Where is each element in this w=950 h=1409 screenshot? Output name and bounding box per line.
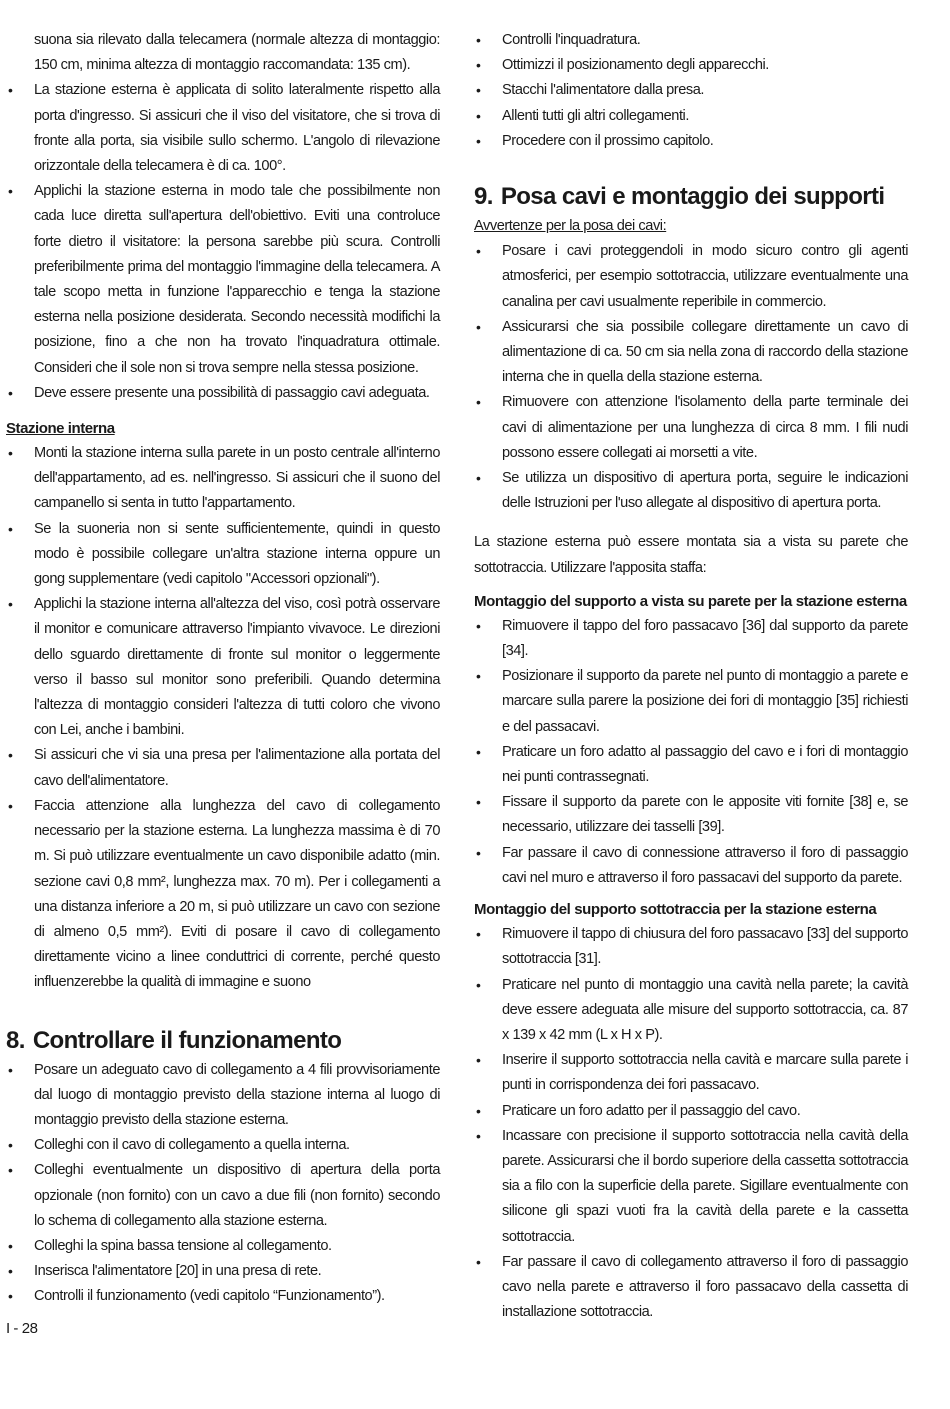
bullet-icon: •	[476, 1052, 481, 1069]
list-item: • Controlli il funzionamento (vedi capitolo “Funzionamento”).	[6, 1284, 440, 1309]
list-item: • Colleghi la spina bassa tensione al collegamento.	[6, 1234, 440, 1259]
bullet-icon: •	[8, 1263, 13, 1280]
list-item: • Far passare il cavo di collegamento attraverso il foro di passaggio cavo nella parete e attraverso il foro passacavo della cassetta di installazione sottotraccia.	[474, 1250, 908, 1326]
bullet-icon: •	[476, 1102, 481, 1119]
section-8-title	[6, 1026, 440, 1056]
bullet-icon: •	[476, 1253, 481, 1270]
list-item: • Praticare un foro adatto per il passaggio del cavo.	[474, 1099, 908, 1124]
list-item: • Faccia attenzione alla lunghezza del cavo di collegamento necessario per la stazione esterna. La lunghezza massima è di 70 m. Si può utilizzare eventualmente un cavo disponibile adatto (min. sezione cavi 0,8 mm², lunghezza max. 70 m). Per i collegamenti a una distanza inferiore a 20 m, si può utilizzare un cavo con sezione di almeno 0,5 mm²). Eviti di posare il cavo di collegamento direttamente vicino a linee conduttrici di corrente, perché questo influenzerebbe la qualità di immagine e suono	[6, 794, 440, 996]
bullet-icon: •	[8, 1162, 13, 1179]
list-item: • Applichi la stazione interna all'altezza del viso, così potrà osservare il monitor e comunicare attraverso l'impianto vivavoce. Le direzioni dello sguardo direttamente di fronte sul monitor o leggermente verso il basso sul monitor sono preferibili. Quando determina l'altezza di montaggio consideri l'altezza di tutti coloro che vivono con Lei, anche i bambini.	[6, 592, 440, 743]
left-column	[6, 28, 440, 1310]
bullet-icon: •	[8, 445, 13, 462]
list-item: • Colleghi eventualmente un dispositivo di apertura della porta opzionale (non fornito) con un cavo a due fili (non fornito) secondo lo schema di collegamento alla stazione esterna.	[6, 1158, 440, 1234]
bullet-icon: •	[8, 1288, 13, 1305]
section-9-title	[474, 182, 908, 212]
list-item: • Monti la stazione interna sulla parete in un posto centrale all'interno dell'appartamento, ad es. nell'ingresso. Si assicuri che il suono del campanello si senta in tutto l'appartamento.	[6, 441, 440, 517]
list-item: • Fissare il supporto da parete con le apposite viti fornite [38] e, se necessario, utilizzare dei tasselli [39].	[474, 790, 908, 840]
bullet-icon: •	[476, 470, 481, 487]
bullet-icon: •	[476, 1127, 481, 1144]
bullet-icon: •	[8, 596, 13, 613]
list-item: • Si assicuri che vi sia una presa per l'alimentazione alla portata del cavo dell'alimentatore.	[6, 743, 440, 793]
bullet-icon: •	[476, 743, 481, 760]
bullet-icon: •	[8, 82, 13, 99]
bullet-icon: •	[476, 107, 481, 124]
page-number: I - 28	[6, 1320, 38, 1337]
intro-continuation: suona sia rilevato dalla telecamera (normale altezza di montaggio: 150 cm, minima altezza di montaggio raccomandata: 135 cm).	[34, 32, 440, 74]
list-item: • Posizionare il supporto da parete nel punto di montaggio a parete e marcare sulla parere la posizione dei fori di montaggio [35] richiesti e del passacavi.	[474, 664, 908, 740]
surface-mount-heading: Montaggio del supporto a vista su parete per la stazione esterna	[474, 592, 907, 610]
list-item: • Praticare nel punto di montaggio una cavità nella parete; la cavità deve essere adeguata alle misure del supporto sottotraccia, ca. 87 x 139 x 42 mm (L x H x P).	[474, 973, 908, 1049]
list-item: • Posare i cavi proteggendoli in modo sicuro contro gli agenti atmosferici, per esempio sottotraccia, utilizzare eventualmente una canalina per cavi usualmente reperibile in commercio.	[474, 239, 908, 315]
list-item: • Inserisca l'alimentatore [20] in una presa di rete.	[6, 1259, 440, 1284]
bullet-icon: •	[476, 243, 481, 260]
bullet-icon: •	[476, 844, 481, 861]
cable-warnings-list	[474, 239, 908, 516]
bullet-icon: •	[8, 1137, 13, 1154]
mounting-intro: La stazione esterna può essere montata sia a vista su parete che sottotraccia. Utilizzare l'apposita staffa:	[474, 534, 908, 576]
surface-mount-list	[474, 614, 908, 891]
bullet-icon: •	[476, 318, 481, 335]
bullet-icon: •	[8, 797, 13, 814]
list-item: • Far passare il cavo di connessione attraverso il foro di passaggio cavi nel muro e attraverso il foro passacavi del supporto da parete.	[474, 841, 908, 891]
list-item: • La stazione esterna è applicata di solito lateralmente rispetto alla porta d'ingresso. Si assicuri che il viso del visitatore, che si trova di fronte alla porta, sia visibile sullo schermo. L'angolo di rilevazione orizzontale della telecamera è di ca. 100°.	[6, 78, 440, 179]
bullet-icon: •	[8, 747, 13, 764]
bullet-icon: •	[476, 926, 481, 943]
list-item: • Ottimizzi il posizionamento degli apparecchi.	[474, 53, 908, 78]
spacer	[474, 581, 908, 589]
top-bullet-list	[474, 28, 908, 154]
list-item: • Rimuovere il tappo del foro passacavo [36] dal supporto da parete [34].	[474, 614, 908, 664]
bullet-icon: •	[476, 32, 481, 48]
spacer	[474, 516, 908, 530]
bullet-icon: •	[476, 668, 481, 685]
bullet-icon: •	[476, 57, 481, 74]
bullet-icon: •	[8, 384, 13, 401]
list-item: • Applichi la stazione esterna in modo tale che possibilmente non cada luce diretta sull'apertura dell'obiettivo. Eviti una controluce forte dietro il visitatore: la persona sarebbe più scura. Controlli preferibilmente prima del montaggio l'immagine della telecamera. A tale scopo metta in funzione l'apparecchio e tenga la stazione esterna nella posizione desiderata. Secondo necessità modifichi la posizione, fino a che non ha trovato l'inquadratura ottimale. Consideri che il sole non si trova sempre nella stessa posizione.	[6, 179, 440, 381]
list-item: • Assicurarsi che sia possibile collegare direttamente un cavo di alimentazione di ca. 50 cm sia nella zona di raccordo della stazione interna che in quella della stazione esterna.	[474, 315, 908, 391]
list-item: • Allenti tutti gli altri collegamenti.	[474, 104, 908, 129]
list-item: • Stacchi l'alimentatore dalla presa.	[474, 78, 908, 103]
bullet-icon: •	[476, 976, 481, 993]
bullet-icon: •	[476, 794, 481, 811]
section-title: Controllare il funzionamento	[32, 1026, 342, 1054]
list-item: • Posare un adeguato cavo di collegamento a 4 fili provvisoriamente dal luogo di montaggio previsto della stazione interna al luogo di montaggio previsto della stazione esterna.	[6, 1058, 440, 1134]
list-item: • Controlli l'inquadratura.	[474, 28, 908, 53]
intro-bullet-list	[6, 78, 440, 406]
bullet-icon: •	[476, 617, 481, 634]
bullet-icon: •	[8, 1237, 13, 1254]
internal-station-bullet-list	[6, 441, 440, 995]
section-title: Posa cavi e montaggio dei supporti	[500, 183, 885, 211]
bullet-icon: •	[8, 1061, 13, 1078]
list-item: • Rimuovere con attenzione l'isolamento della parte terminale dei cavi di alimentazione per una lunghezza di circa 8 mm. I fili nudi possono essere collegati ai morsetti a vite.	[474, 390, 908, 466]
bullet-icon: •	[8, 520, 13, 537]
internal-station-heading: Stazione interna	[6, 420, 115, 438]
right-column	[474, 28, 908, 1325]
list-item: • Procedere con il prossimo capitolo.	[474, 129, 908, 154]
list-item: • Praticare un foro adatto al passaggio del cavo e i fori di montaggio nei punti contrassegnati.	[474, 740, 908, 790]
list-item: • Colleghi con il cavo di collegamento a quella interna.	[6, 1133, 440, 1158]
cable-warnings-heading: Avvertenze per la posa dei cavi:	[474, 218, 667, 235]
list-item: • Inserire il supporto sottotraccia nella cavità e marcare sulla parete i punti in corrispondenza dei fori passacavo.	[474, 1048, 908, 1098]
bullet-icon: •	[476, 132, 481, 149]
flush-mount-list	[474, 922, 908, 1325]
flush-mount-heading: Montaggio del supporto sottotraccia per la stazione esterna	[474, 901, 877, 919]
list-item: • Se utilizza un dispositivo di apertura porta, seguire le indicazioni delle Istruzioni per l'uso allegate al dispositivo di apertura porta.	[474, 466, 908, 516]
list-item: • Deve essere presente una possibilità di passaggio cavi adeguata.	[6, 381, 440, 406]
bullet-icon: •	[8, 183, 13, 200]
bullet-icon: •	[476, 394, 481, 411]
list-item: • Incassare con precisione il supporto sottotraccia nella cavità della parete. Assicurarsi che il bordo superiore della cassetta sottotraccia sia a filo con la superficie della parete. Sigillare eventualmente con silicone gli spazi vuoti fra la cavità della parete e la cassetta sottotraccia.	[474, 1124, 908, 1250]
bullet-icon: •	[476, 82, 481, 99]
section-8-bullet-list	[6, 1058, 440, 1310]
list-item: • Se la suoneria non si sente sufficientemente, quindi in questo modo è possibile collegare un'altra stazione interna oppure un gong supplementare (vedi capitolo "Accessori opzionali").	[6, 517, 440, 593]
list-item: • Rimuovere il tappo di chiusura del foro passacavo [33] del supporto sottotraccia [31].	[474, 922, 908, 972]
section-number: 8.	[6, 1026, 25, 1054]
section-number: 9.	[474, 183, 493, 211]
